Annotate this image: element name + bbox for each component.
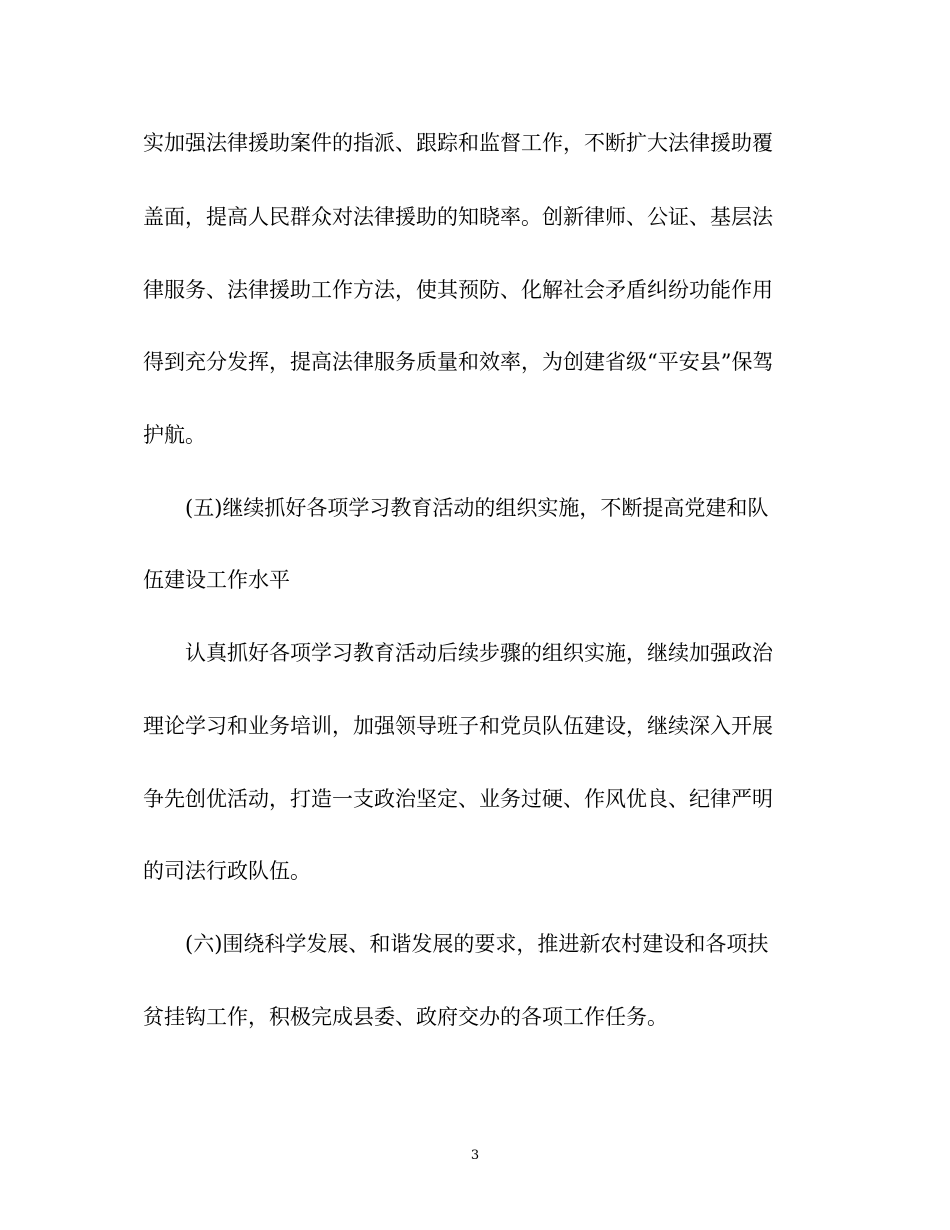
text-line: 护航。 — [143, 423, 206, 447]
page-number: 3 — [470, 1148, 480, 1163]
text-line: 律服务、法律援助工作方法，使其预防、化解社会矛盾纠纷功能作用 — [143, 278, 773, 302]
text-line: 贫挂钩工作，积极完成县委、政府交办的各项工作任务。 — [143, 1005, 668, 1029]
text-line: 盖面，提高人民群众对法律援助的知晓率。创新律师、公证、基层法 — [143, 205, 773, 229]
text-line: 争先创优活动，打造一支政治坚定、业务过硬、作风优良、纪律严明 — [143, 787, 773, 811]
text-line: 实加强法律援助案件的指派、跟踪和监督工作，不断扩大法律援助覆 — [143, 131, 773, 155]
text-line: 认真抓好各项学习教育活动后续步骤的组织实施，继续加强政治 — [185, 641, 773, 665]
text-line: 得到充分发挥，提高法律服务质量和效率，为创建省级“平安县”保驾 — [143, 350, 774, 374]
section-heading-line: 伍建设工作水平 — [143, 568, 290, 592]
text-line: 的司法行政队伍。 — [143, 859, 311, 883]
section-heading-line: (五)继续抓好各项学习教育活动的组织实施，不断提高党建和队 — [185, 496, 769, 520]
section-heading-line: (六)围绕科学发展、和谐发展的要求，推进新农村建设和各项扶 — [185, 932, 769, 956]
text-line: 理论学习和业务培训，加强领导班子和党员队伍建设，继续深入开展 — [143, 714, 773, 738]
